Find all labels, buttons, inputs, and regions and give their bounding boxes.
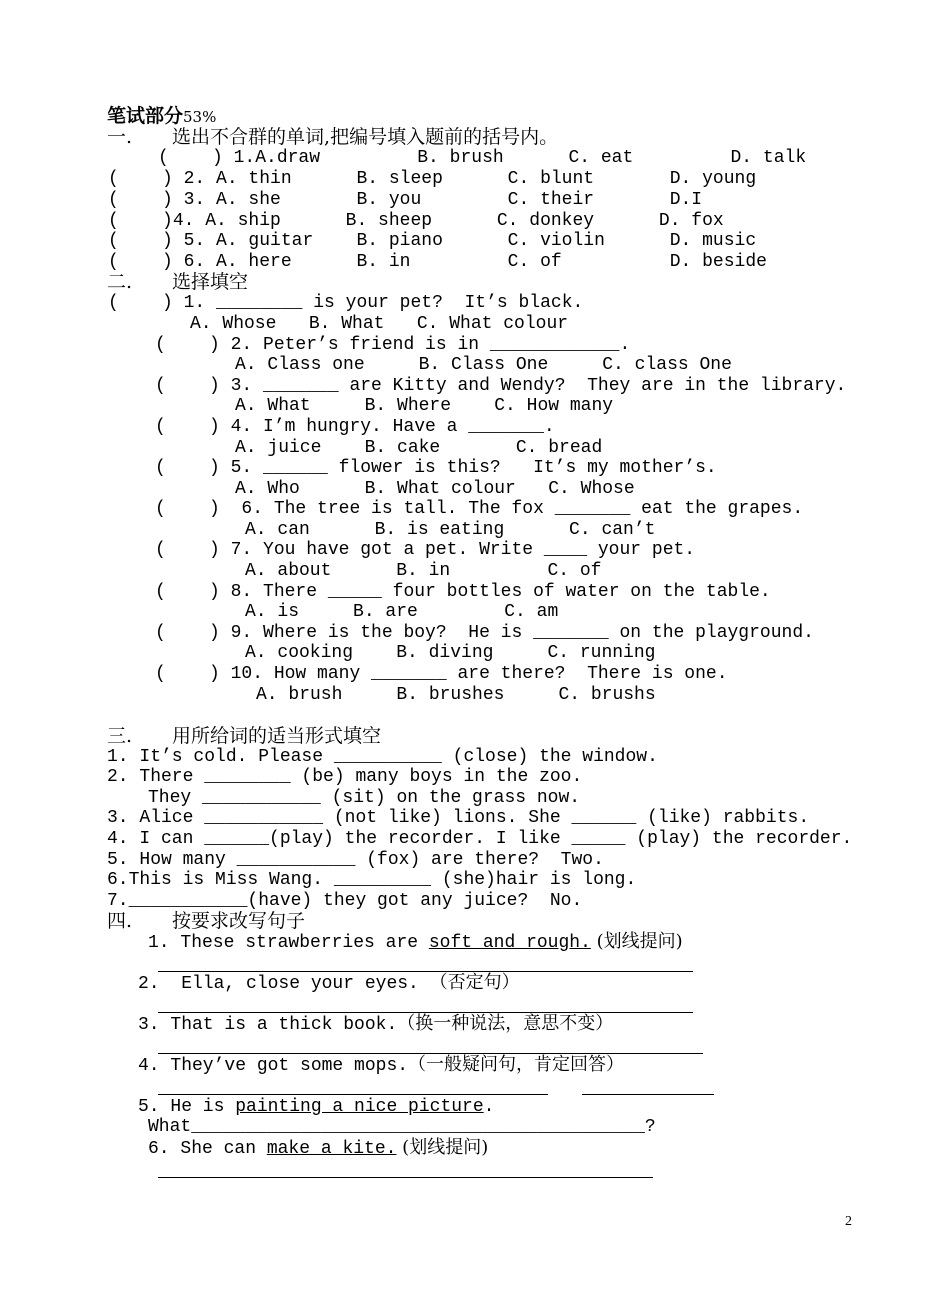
s2-question-6: ( ) 6. The tree is tall. The fox _______ eat the grapes. xyxy=(155,499,804,519)
s1-question-4: ( )4. A. ship B. sheep C. donkey D. fox xyxy=(108,211,724,231)
s2-options-5: A. Who B. What colour C. Whose xyxy=(235,479,635,499)
s4-question-2: 2. Ella, close your eyes. （否定句） xyxy=(138,972,520,994)
section4-heading: 四. 按要求改写句子 xyxy=(107,910,306,932)
s2-question-10: ( ) 10. How many _______ are there? There is one. xyxy=(155,664,728,684)
s2-options-3: A. What B. Where C. How many xyxy=(235,396,614,416)
s2-question-8: ( ) 8. There _____ four bottles of water on the table. xyxy=(155,582,771,602)
s1-question-6: ( ) 6. A. here B. in C. of D. beside xyxy=(108,252,767,272)
section3-heading: 三. 用所给词的适当形式填空 xyxy=(107,725,382,747)
s4-question-1: 1. These strawberries are soft and rough. (划线提问) xyxy=(148,931,683,953)
s3-line-1: 1. It’s cold. Please __________ (close) the window. xyxy=(107,747,658,767)
title-percent: 53% xyxy=(183,108,217,126)
answer-line-4b[interactable] xyxy=(582,1094,714,1095)
section2-heading: 二. 选择填空 xyxy=(107,271,249,293)
s2-options-8: A. is B. are C. am xyxy=(245,602,559,622)
answer-line-6[interactable] xyxy=(158,1177,653,1178)
s2-question-3: ( ) 3. _______ are Kitty and Wendy? They are in the library. xyxy=(155,376,847,396)
s2-question-1: ( ) 1. ________ is your pet? It’s black. xyxy=(108,293,584,313)
s2-options-1: A. Whose B. What C. What colour xyxy=(190,314,569,334)
s2-options-2: A. Class one B. Class One C. class One xyxy=(235,355,732,375)
s4-question-5b: What__________________________________________? xyxy=(148,1117,656,1137)
s2-question-9: ( ) 9. Where is the boy? He is _______ on the playground. xyxy=(155,623,814,643)
s1-question-1: ( ) 1.A.draw B. brush C. eat D. talk xyxy=(158,148,807,168)
s2-question-4: ( ) 4. I’m hungry. Have a _______. xyxy=(155,417,555,437)
title-text: 笔试部分 xyxy=(107,105,184,127)
s1-question-2: ( ) 2. A. thin B. sleep C. blunt D. young xyxy=(108,169,757,189)
page-number: 2 xyxy=(845,1214,852,1229)
s2-options-9: A. cooking B. diving C. running xyxy=(245,643,656,663)
answer-line-4a[interactable] xyxy=(158,1094,548,1095)
s2-options-7: A. about B. in C. of xyxy=(245,561,602,581)
s2-options-10: A. brush B. brushes C. brushs xyxy=(256,685,656,705)
s4-question-3: 3. That is a thick book.（换一种说法，意思不变） xyxy=(138,1013,614,1035)
s3-line-3: 3. Alice ___________ (not like) lions. She ______ (like) rabbits. xyxy=(107,808,810,828)
page-title xyxy=(107,106,216,128)
s2-options-4: A. juice B. cake C. bread xyxy=(235,438,603,458)
s3-line-5: 5. How many ___________ (fox) are there? Two. xyxy=(107,850,604,870)
answer-line-1[interactable] xyxy=(158,971,693,972)
s1-question-5: ( ) 5. A. guitar B. piano C. violin D. music xyxy=(108,231,757,251)
s3-line-2b: They ___________ (sit) on the grass now. xyxy=(148,788,581,808)
s2-options-6: A. can B. is eating C. can’t xyxy=(245,520,656,540)
s4-question-4: 4. They’ve got some mops.（一般疑问句，肯定回答） xyxy=(138,1054,625,1076)
s2-question-7: ( ) 7. You have got a pet. Write ____ your pet. xyxy=(155,540,696,560)
s3-line-4: 4. I can ______(play) the recorder. I like _____ (play) the recorder. xyxy=(107,829,853,849)
section1-heading: 一. 选出不合群的单词,把编号填入题前的括号内。 xyxy=(107,126,559,148)
s3-line-7: 7.___________(have) they got any juice? No. xyxy=(107,891,583,911)
s3-line-6: 6.This is Miss Wang. _________ (she)hair is long. xyxy=(107,870,637,890)
s4-question-5: 5. He is painting a nice picture. xyxy=(138,1097,495,1117)
s2-question-5: ( ) 5. ______ flower is this? It’s my mother’s. xyxy=(155,458,717,478)
s4-question-6: 6. She can make a kite. (划线提问) xyxy=(148,1137,489,1159)
s1-question-3: ( ) 3. A. she B. you C. their D.I xyxy=(108,190,703,210)
s3-line-2: 2. There ________ (be) many boys in the zoo. xyxy=(107,767,583,787)
s2-question-2: ( ) 2. Peter’s friend is in ____________. xyxy=(155,335,631,355)
